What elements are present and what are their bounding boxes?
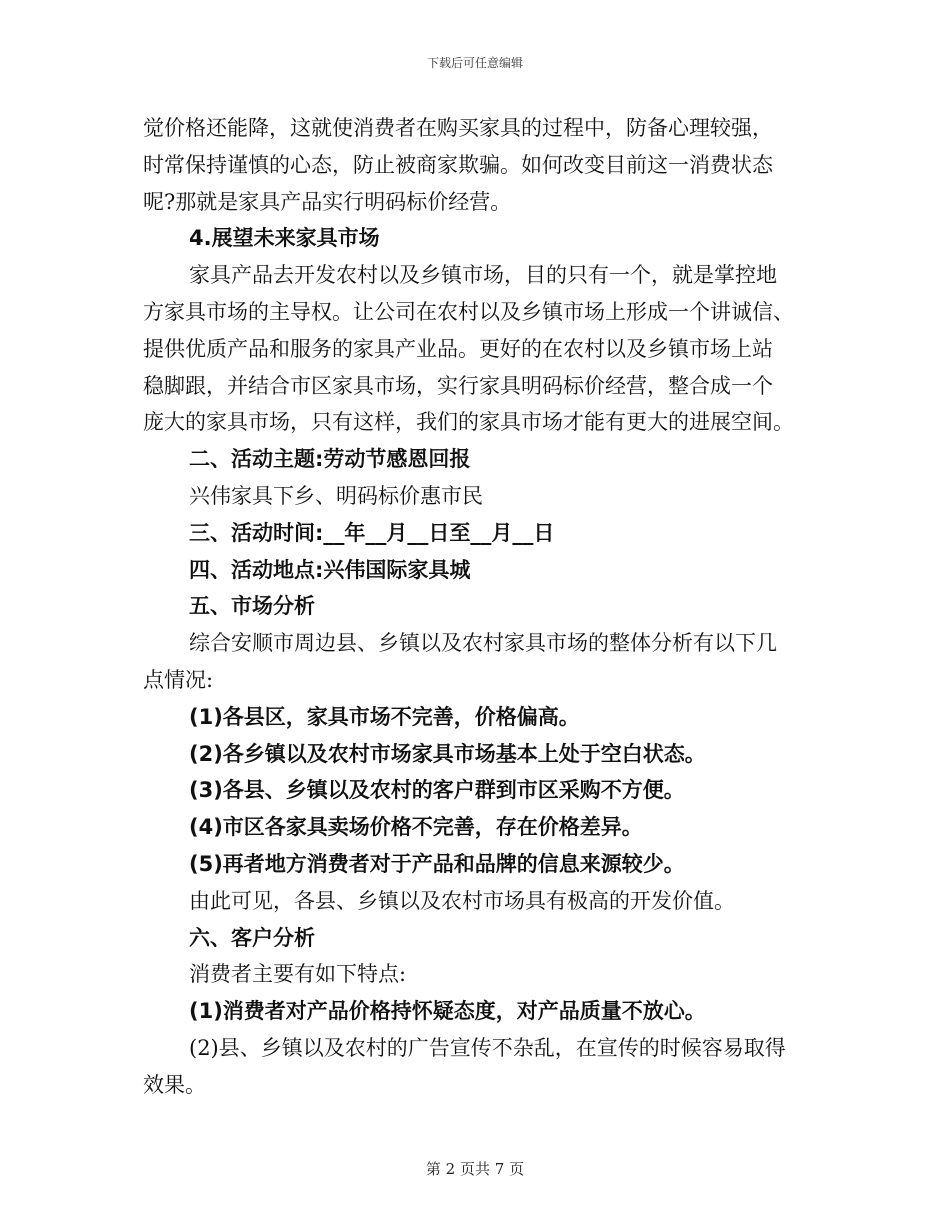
paragraph-line: 点情况: <box>143 667 214 692</box>
heading-line: (4)市区各家具卖场价格不完善，存在价格差异。 <box>189 815 643 840</box>
document-body <box>143 110 813 1104</box>
heading-line: (1)消费者对产品价格持怀疑态度，对产品质量不放心。 <box>189 999 706 1024</box>
paragraph-line: 消费者主要有如下特点: <box>189 962 407 987</box>
paragraph-line: 兴伟家具下乡、明码标价惠市民 <box>189 483 483 508</box>
paragraph-line: (2)县、乡镇以及农村的广告宣传不杂乱，在宣传的时候容易取得 <box>189 1035 786 1060</box>
heading-line: 三、活动时间:__年__月__日至__月__日 <box>189 520 555 545</box>
page-header-note: 下载后可任意编辑 <box>426 56 523 70</box>
paragraph-line: 由此可见，各县、乡镇以及农村市场具有极高的开发价值。 <box>189 888 735 913</box>
heading-line: 二、活动主题:劳动节感恩回报 <box>189 447 471 472</box>
heading-line: 四、活动地点:兴伟国际家具城 <box>189 557 471 582</box>
paragraph-line: 提供优质产品和服务的家具产业品。更好的在农村以及乡镇市场上站 <box>143 336 773 361</box>
heading-line: (2)各乡镇以及农村市场家具市场基本上处于空白状态。 <box>189 741 706 766</box>
heading-line: (3)各县、乡镇以及农村的客户群到市区采购不方便。 <box>189 778 685 803</box>
heading-line: (5)再者地方消费者对于产品和品牌的信息来源较少。 <box>189 851 685 876</box>
paragraph-line: 觉价格还能降，这就使消费者在购买家具的过程中，防备心理较强， <box>143 116 773 140</box>
paragraph-line: 时常保持谨慎的心态，防止被商家欺骗。如何改变目前这一消费状态 <box>143 152 773 177</box>
paragraph-line: 呢?那就是家具产品实行明码标价经营。 <box>143 189 512 214</box>
heading-line: (1)各县区，家具市场不完善，价格偏高。 <box>189 704 580 729</box>
paragraph-line: 综合安顺市周边县、乡镇以及农村家具市场的整体分析有以下几 <box>189 631 777 656</box>
page-footer-page-number: 第 2 页共 7 页 <box>425 1160 525 1178</box>
paragraph-line: 庞大的家具市场，只有这样，我们的家具市场才能有更大的进展空间。 <box>143 410 794 435</box>
heading-line: 六、客户分析 <box>189 925 315 950</box>
paragraph-line: 方家具市场的主导权。让公司在农村以及乡镇市场上形成一个讲诚信、 <box>143 299 794 324</box>
paragraph-line: 效果。 <box>143 1072 206 1097</box>
heading-line: 五、市场分析 <box>189 594 315 619</box>
paragraph-line: 稳脚跟，并结合市区家具市场，实行家具明码标价经营，整合成一个 <box>143 373 773 398</box>
paragraph-line: 家具产品去开发农村以及乡镇市场，目的只有一个，就是掌控地 <box>189 263 777 288</box>
heading-line: 4.展望未来家具市场 <box>189 226 380 251</box>
